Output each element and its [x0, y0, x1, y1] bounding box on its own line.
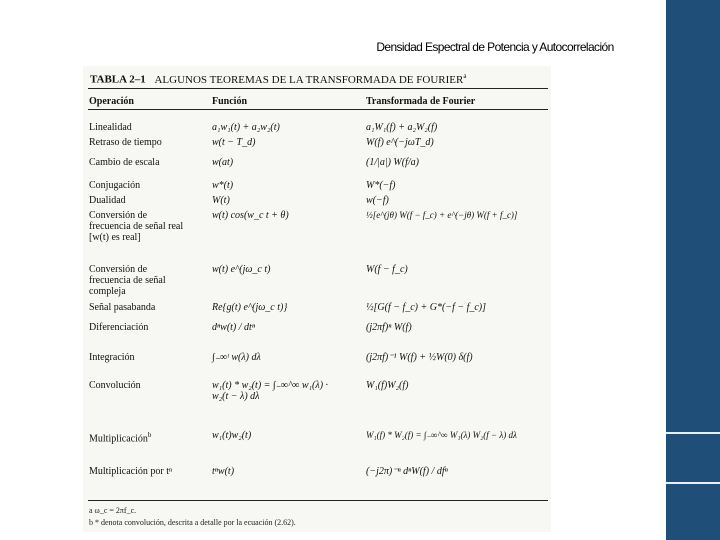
header-transform: Transformada de Fourier: [366, 96, 476, 107]
row-operation-sup: b: [147, 431, 152, 439]
row-transform: w(−f): [366, 195, 389, 206]
row-operation: Conjugación: [89, 180, 141, 191]
table-caption-sup: a: [463, 72, 467, 80]
row-function: tⁿw(t): [212, 466, 235, 477]
row-function: W(t): [212, 195, 230, 206]
slide-title: Densidad Espectral de Potencia y Autocorrelación: [376, 40, 614, 54]
footnote: b * denota convolución, descrita a detalle por la ecuación (2.62).: [89, 518, 296, 527]
row-function: w₁(t)w₂(t): [212, 430, 252, 441]
row-function: w(at): [212, 157, 234, 168]
table-image: [83, 66, 551, 532]
row-transform: W*(−f): [366, 180, 396, 191]
row-transform: W(f) e^(−jωT_d): [366, 137, 434, 148]
row-operation: Diferenciación: [89, 322, 149, 333]
table-caption-label: TABLA 2–1: [90, 73, 146, 86]
row-function: w₁(t) * w₂(t) = ∫₋∞^∞ w₁(λ) · w₂(t − λ) dλ: [212, 380, 329, 402]
row-transform: ½[G(f − f_c) + G*(−f − f_c)]: [366, 302, 487, 313]
table-header-rule: [88, 109, 548, 110]
footnote: a ω_c = 2πf_c.: [89, 506, 137, 515]
row-transform: a₁W₁(f) + a₂W₂(f): [366, 122, 438, 133]
table-caption-text: ALGUNOS TEOREMAS DE LA TRANSFORMADA DE FOURIER: [154, 73, 464, 86]
row-transform: (1/|a|) W(f/a): [366, 157, 419, 168]
row-function: w(t − T_d): [212, 137, 256, 148]
row-transform: ½[e^(jθ) W(f − f_c) + e^(−jθ) W(f + f_c)]: [366, 210, 518, 220]
row-operation: Dualidad: [89, 195, 126, 206]
row-transform: (j2πf)⁻¹ W(f) + ½W(0) δ(f): [366, 352, 473, 363]
row-function: w*(t): [212, 180, 234, 191]
row-function: dⁿw(t) / dtⁿ: [212, 322, 255, 333]
table-bottom-rule: [88, 500, 548, 501]
row-operation: Señal pasabanda: [89, 302, 156, 313]
row-function: Re{g(t) e^(jω_c t)}: [212, 302, 288, 313]
row-operation: [89, 430, 151, 444]
row-operation: Conversión de frecuencia de señal compleja: [89, 264, 166, 297]
row-transform: W(f − f_c): [366, 264, 408, 275]
row-function: a₁w₁(t) + a₂w₂(t): [212, 122, 280, 133]
row-operation: Multiplicación por tⁿ: [89, 466, 173, 477]
row-transform: W₁(f) * W₂(f) = ∫₋∞^∞ W₁(λ) W₂(f − λ) dλ: [366, 430, 517, 440]
row-operation: Convolución: [89, 380, 141, 391]
row-function: w(t) cos(w_c t + θ): [212, 210, 289, 221]
row-operation: Linealidad: [89, 122, 132, 133]
row-operation: Cambio de escala: [89, 157, 160, 168]
row-transform: W₁(f)W₂(f): [366, 380, 409, 391]
row-operation: Conversión de frecuencia de señal real [w(t) es real]: [89, 210, 184, 243]
side-bar-divider: [666, 482, 720, 484]
row-function: w(t) e^(jω_c t): [212, 264, 271, 275]
header-function: Función: [212, 96, 248, 107]
row-transform: (−j2π)⁻ⁿ dⁿW(f) / dfⁿ: [366, 466, 448, 477]
row-operation-text: Multiplicación: [89, 433, 148, 445]
decorative-side-bar: [666, 0, 720, 540]
table-top-rule: [88, 88, 548, 89]
row-operation: Integración: [89, 352, 135, 363]
side-bar-divider: [666, 432, 720, 434]
row-operation: Retraso de tiempo: [89, 137, 162, 148]
row-transform: (j2πf)ⁿ W(f): [366, 322, 412, 333]
table-caption: [90, 72, 466, 86]
row-function: ∫₋∞ᵗ w(λ) dλ: [212, 352, 261, 363]
header-operation: Operación: [89, 96, 134, 107]
